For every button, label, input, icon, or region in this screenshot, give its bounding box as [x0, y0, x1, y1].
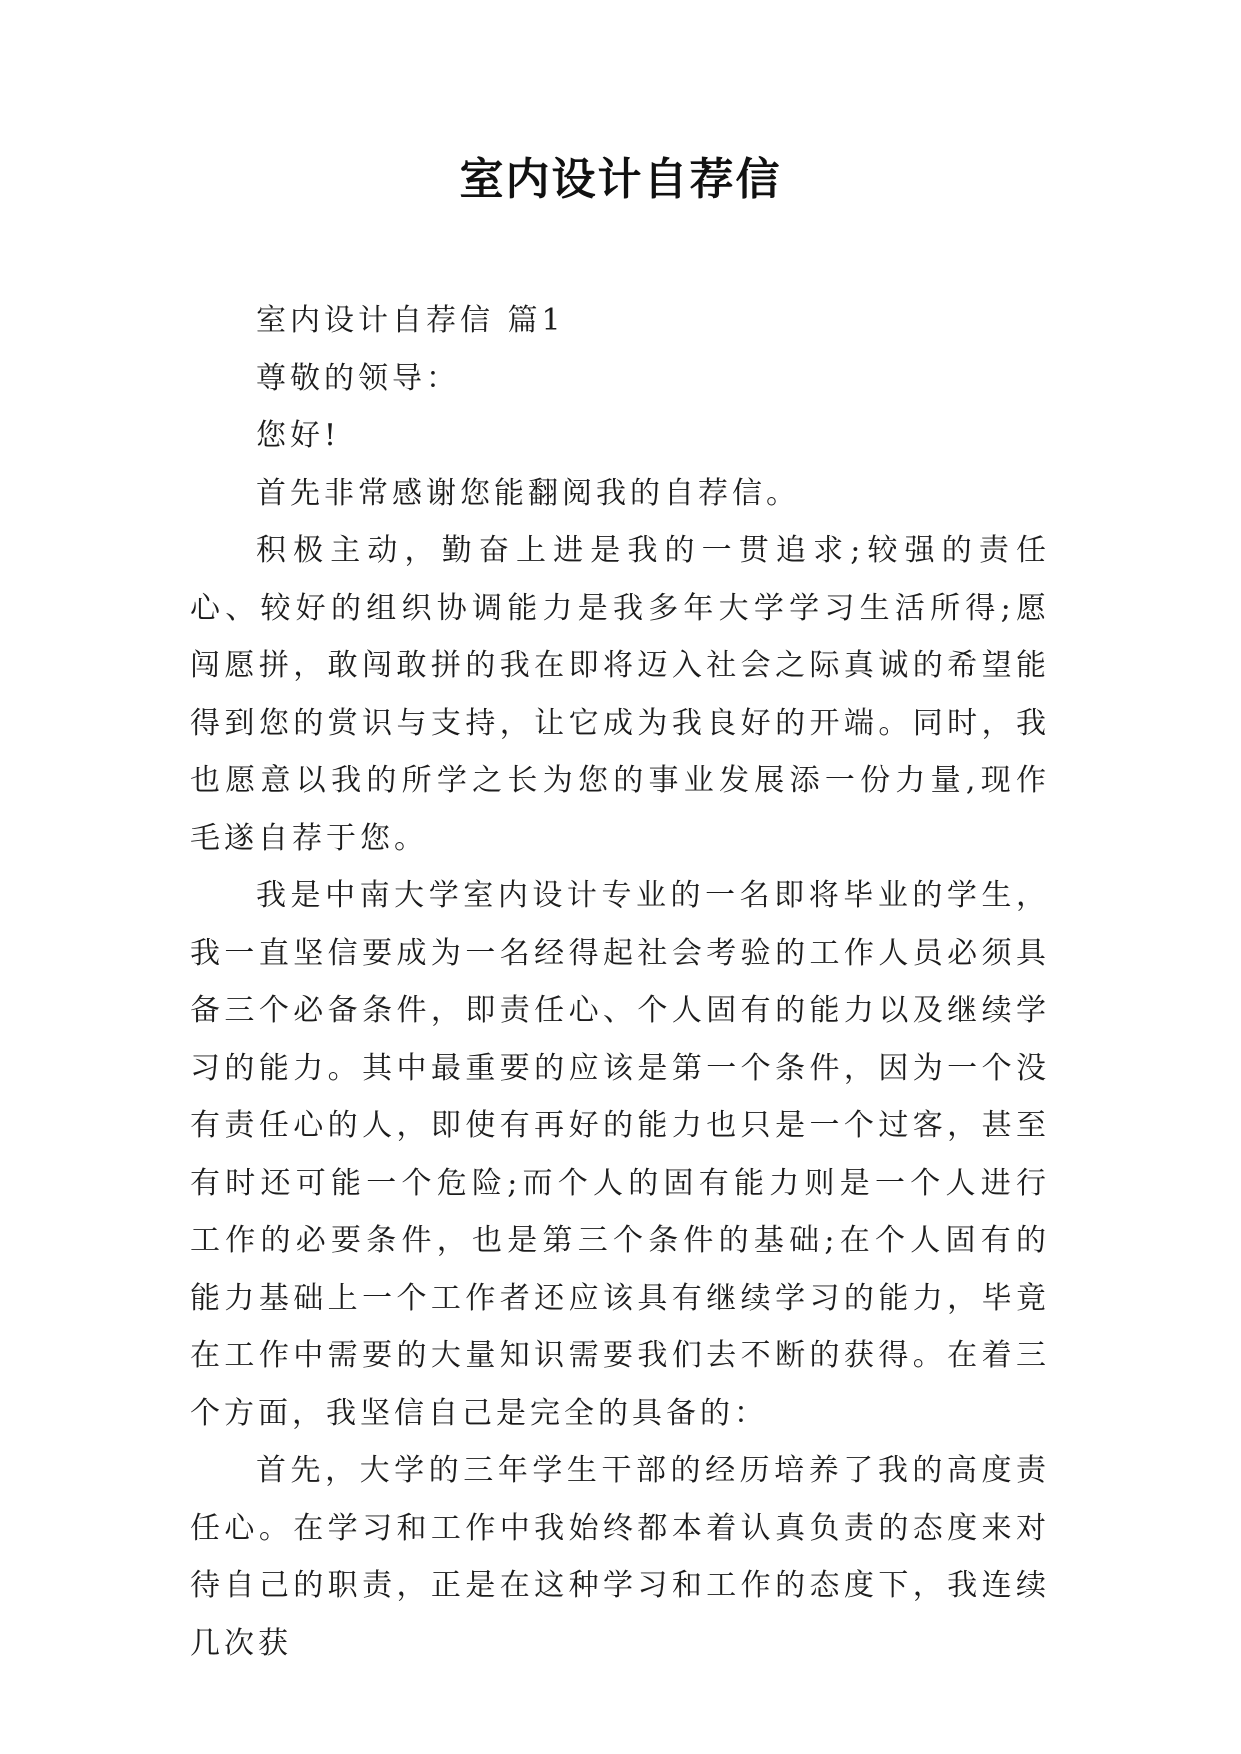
document-body [190, 292, 1050, 1672]
section-heading: 室内设计自荐信 篇1 [256, 303, 565, 338]
greeting: 您好! [256, 418, 341, 453]
paragraph-responsibility: 首先，大学的三年学生干部的经历培养了我的高度责任心。在学习和工作中我始终都本着认真负责的态度来对待自己的职责，正是在这种学习和工作的态度下，我连续几次获 [190, 1453, 1050, 1661]
paragraph-introduction: 我是中南大学室内设计专业的一名即将毕业的学生，我一直坚信要成为一名经得起社会考验的工作人员必须具备三个必备条件，即责任心、个人固有的能力以及继续学习的能力。其中最重要的应该是第一个条件，因为一个没有责任心的人，即使有再好的能力也只是一个过客，甚至有时还可能一个危险;而个人的固有能力则是一个人进行工作的必要条件，也是第三个条件的基础;在个人固有的能力基础上一个工作者还应该具有继续学习的能力，毕竟在工作中需要的大量知识需要我们去不断的获得。在着三个方面，我坚信自己是完全的具备的： [190, 878, 1050, 1431]
paragraph-thanks: 首先非常感谢您能翻阅我的自荐信。 [256, 475, 800, 511]
salutation: 尊敬的领导： [256, 360, 460, 396]
document-title: 室内设计自荐信 [459, 154, 782, 205]
paragraph-pursuit: 积极主动，勤奋上进是我的一贯追求;较强的责任心、较好的组织协调能力是我多年大学学习生活所得;愿闯愿拼，敢闯敢拼的我在即将迈入社会之际真诚的希望能得到您的赏识与支持，让它成为我良好的开端。同时，我也愿意以我的所学之长为您的事业发展添一份力量,现作毛遂自荐于您。 [190, 533, 1050, 856]
